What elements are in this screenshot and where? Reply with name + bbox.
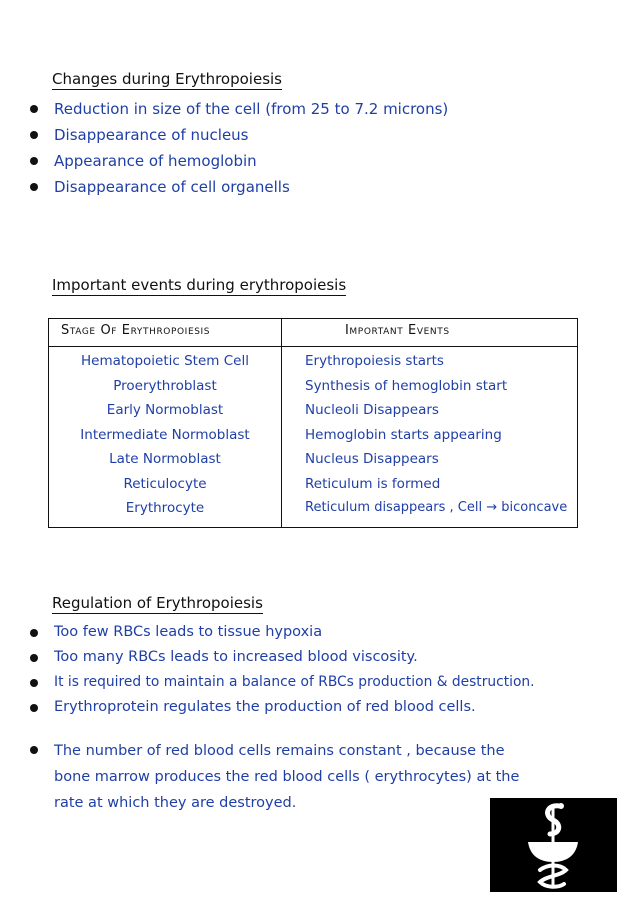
changes-list xyxy=(30,96,448,200)
table-cell-event: Nucleoli Disappears xyxy=(305,402,439,418)
section-heading-changes: Changes during Erythropoiesis xyxy=(52,70,282,88)
list-item: Disappearance of nucleus xyxy=(30,122,448,148)
table-cell-event: Hemoglobin starts appearing xyxy=(305,426,502,443)
paragraph-text xyxy=(54,738,520,816)
bullet-icon xyxy=(30,105,38,113)
bowl-of-hygieia-logo xyxy=(490,798,617,892)
list-item: Appearance of hemoglobin xyxy=(30,148,448,174)
bullet-icon xyxy=(30,157,38,165)
bullet-icon xyxy=(30,654,38,662)
table-cell-stage: Erythrocyte xyxy=(125,500,205,516)
table-cell-event: Reticulum is formed xyxy=(305,475,441,492)
section-heading-events: Important events during erythropoiesis xyxy=(52,276,347,294)
list-item: Too many RBCs leads to increased blood viscosity. xyxy=(30,645,535,670)
events-column xyxy=(305,349,567,521)
table-cell-event: Erythropoiesis starts xyxy=(305,353,444,369)
bullet-icon xyxy=(30,679,38,687)
table-cell-event: Synthesis of hemoglobin start xyxy=(305,377,508,394)
list-item: Too few RBCs leads to tissue hypoxia xyxy=(30,620,535,645)
table-cell-stage: Reticulocyte xyxy=(123,475,207,492)
list-item: Erythroprotein regulates the production of red blood cells. xyxy=(30,695,535,720)
table-cell-event: Nucleus Disappears xyxy=(305,451,439,467)
bowl-of-hygieia-icon xyxy=(490,798,617,892)
bullet-icon xyxy=(30,131,38,139)
table-cell-stage: Hematopoietic Stem Cell xyxy=(81,353,249,369)
list-item: Disappearance of cell organells xyxy=(30,174,448,200)
table-cell-event: Reticulum disappears , Cell → biconcave xyxy=(305,500,568,515)
bullet-icon xyxy=(30,629,38,637)
table-header-stage: Stage Of Erythropoiesis xyxy=(61,323,211,338)
bullet-icon xyxy=(30,746,38,754)
table-cell-stage: Intermediate Normoblast xyxy=(80,426,250,443)
table-header-events: Important Events xyxy=(345,323,450,338)
table-header-rule xyxy=(49,346,577,347)
table-cell-stage: Proerythroblast xyxy=(113,377,217,394)
stages-column xyxy=(49,349,281,521)
table-divider xyxy=(281,319,282,527)
bullet-icon xyxy=(30,183,38,191)
section-heading-regulation: Regulation of Erythropoiesis xyxy=(52,594,263,612)
paragraph-line: bone marrow produces the red blood cells ( erythrocytes) at the xyxy=(54,769,520,785)
paragraph-line: The number of red blood cells remains constant , because the xyxy=(54,743,505,759)
bullet-icon xyxy=(30,704,38,712)
table-cell-stage: Early Normoblast xyxy=(106,402,224,418)
list-item: It is required to maintain a balance of RBCs production & destruction. xyxy=(30,670,535,695)
regulation-list xyxy=(30,620,535,720)
erythropoiesis-table xyxy=(48,318,578,528)
table-cell-stage: Late Normoblast xyxy=(109,451,221,467)
list-item: Reduction in size of the cell (from 25 to 7.2 microns) xyxy=(30,96,448,122)
paragraph-line: rate at which they are destroyed. xyxy=(54,795,297,811)
